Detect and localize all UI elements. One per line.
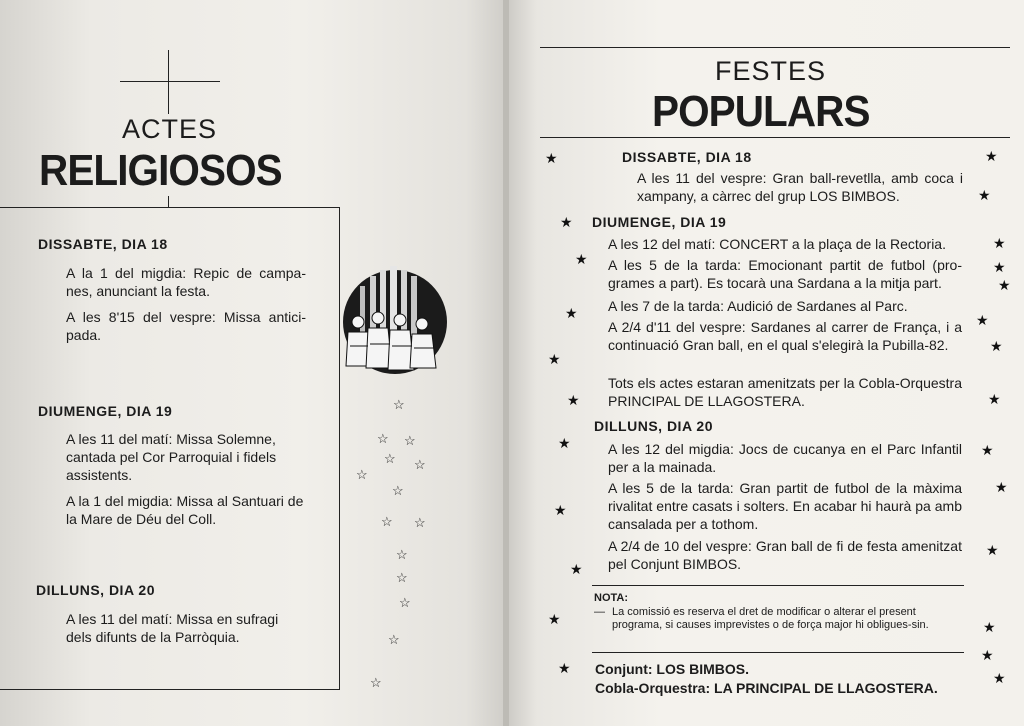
left-event-text: A la 1 del migdia: Missa al Santuari de la Mare de Déu del Coll. [66,493,304,527]
decorative-star-icon: ☆ [384,451,396,466]
decorative-star-icon: ★ [995,479,1008,495]
box-bottom-rule [0,689,340,690]
decorative-star-icon: ★ [988,391,1001,407]
cross-horizontal-rule [120,81,220,82]
credit-line: Conjunt: LOS BIMBOS. [595,661,749,677]
note-text: La comissió es reserva el dret de modificar o alterar el present programa, si causes imprevistes o de força major hi obligues-sin. [612,606,929,631]
decorative-star-icon: ★ [985,148,998,164]
decorative-star-icon: ★ [548,611,561,627]
decorative-star-icon: ☆ [396,570,408,585]
decorative-star-icon: ☆ [399,595,411,610]
right-title-big: POPULARS [652,87,870,136]
decorative-star-icon: ★ [998,277,1011,293]
left-title-small: ACTES [122,114,218,144]
decorative-star-icon: ☆ [396,547,408,562]
decorative-star-icon: ★ [986,542,999,558]
decorative-star-icon: ★ [978,187,991,203]
note-top-rule [592,585,964,586]
cross-vertical-rule [168,50,169,114]
decorative-star-icon: ★ [545,150,558,166]
decorative-star-icon: ★ [993,259,1006,275]
left-day-heading: DILLUNS, DIA 20 [36,582,155,598]
decorative-star-icon: ☆ [414,515,426,530]
note-dash: — [594,606,605,618]
credit-line: Cobla-Orquestra: LA PRINCIPAL DE LLAGOSTERA. [595,680,938,696]
decorative-star-icon: ★ [983,619,996,635]
decorative-star-icon: ☆ [370,675,382,690]
decorative-star-icon: ☆ [381,514,393,529]
decorative-star-icon: ★ [554,502,567,518]
right-event-text: A les 5 de la tarda: Emocionant partit de futbol (pro-grames a part). Es tocarà una Sardana a la mitja part. [608,257,962,291]
decorative-star-icon: ★ [990,338,1003,354]
decorative-star-icon: ★ [993,670,1006,686]
right-day-heading: DISSABTE, DIA 18 [622,149,752,165]
decorative-star-icon: ★ [976,312,989,328]
box-top-rule [0,207,340,208]
decorative-star-icon: ☆ [393,397,405,412]
title-bottom-rule [540,137,1010,138]
right-event-text: Tots els actes estaran amenitzats per la Cobla-Orquestra PRINCIPAL DE LLAGOSTERA. [608,375,962,409]
decorative-star-icon: ★ [575,251,588,267]
choir-singers-illustration [340,262,452,386]
decorative-star-icon: ☆ [388,632,400,647]
decorative-star-icon: ★ [558,435,571,451]
right-event-text: A les 11 del vespre: Gran ball-revetlla, amb coca i xampany, a càrrec del grup LOS BIMBOS. [637,170,963,204]
right-event-text: A les 7 de la tarda: Audició de Sardanes al Parc. [608,298,908,314]
right-title-small: FESTES [715,56,827,86]
note-label: NOTA: [594,592,629,604]
left-event-text: A la 1 del migdia: Repic de campa-nes, anunciant la festa. [66,265,306,299]
right-day-heading: DIUMENGE, DIA 19 [592,214,727,230]
right-event-text: A 2/4 d'11 del vespre: Sardanes al carrer de França, i a continuació Gran ball, en el qual s'elegirà la Pubilla-82. [608,319,962,353]
decorative-star-icon: ☆ [377,431,389,446]
left-event-text: A les 11 del matí: Missa Solemne, cantada pel Cor Parroquial i fidels assistents. [66,431,277,483]
decorative-star-icon: ☆ [356,467,368,482]
decorative-star-icon: ★ [565,305,578,321]
decorative-star-icon: ★ [993,235,1006,251]
right-day-heading: DILLUNS, DIA 20 [594,418,713,434]
left-title-big: RELIGIOSOS [39,146,282,195]
decorative-star-icon: ☆ [392,483,404,498]
left-day-heading: DISSABTE, DIA 18 [38,236,168,252]
left-event-text: A les 8'15 del vespre: Missa antici-pada. [66,309,306,343]
top-rule [540,47,1010,48]
decorative-star-icon: ☆ [414,457,426,472]
book-gutter [503,0,509,726]
right-event-text: A 2/4 de 10 del vespre: Gran ball de fi de festa amenitzat pel Conjunt BIMBOS. [608,538,962,572]
decorative-star-icon: ★ [570,561,583,577]
decorative-star-icon: ★ [560,214,573,230]
decorative-star-icon: ★ [567,392,580,408]
decorative-star-icon: ★ [548,351,561,367]
decorative-star-icon: ★ [981,442,994,458]
decorative-star-icon: ★ [558,660,571,676]
right-event-text: A les 12 del matí: CONCERT a la plaça de la Rectoria. [608,236,946,252]
left-event-text: A les 11 del matí: Missa en sufragi dels difunts de la Parròquia. [66,611,279,645]
right-event-text: A les 12 del migdia: Jocs de cucanya en el Parc Infantil per a la mainada. [608,441,962,475]
right-event-text: A les 5 de la tarda: Gran partit de futbol de la màxima rivalitat entre casats i solters. En acabar hi haurà pa amb cansalada per a tothom. [608,480,962,532]
decorative-star-icon: ★ [981,647,994,663]
decorative-star-icon: ☆ [404,433,416,448]
note-bottom-rule [592,652,964,653]
left-day-heading: DIUMENGE, DIA 19 [38,403,173,419]
